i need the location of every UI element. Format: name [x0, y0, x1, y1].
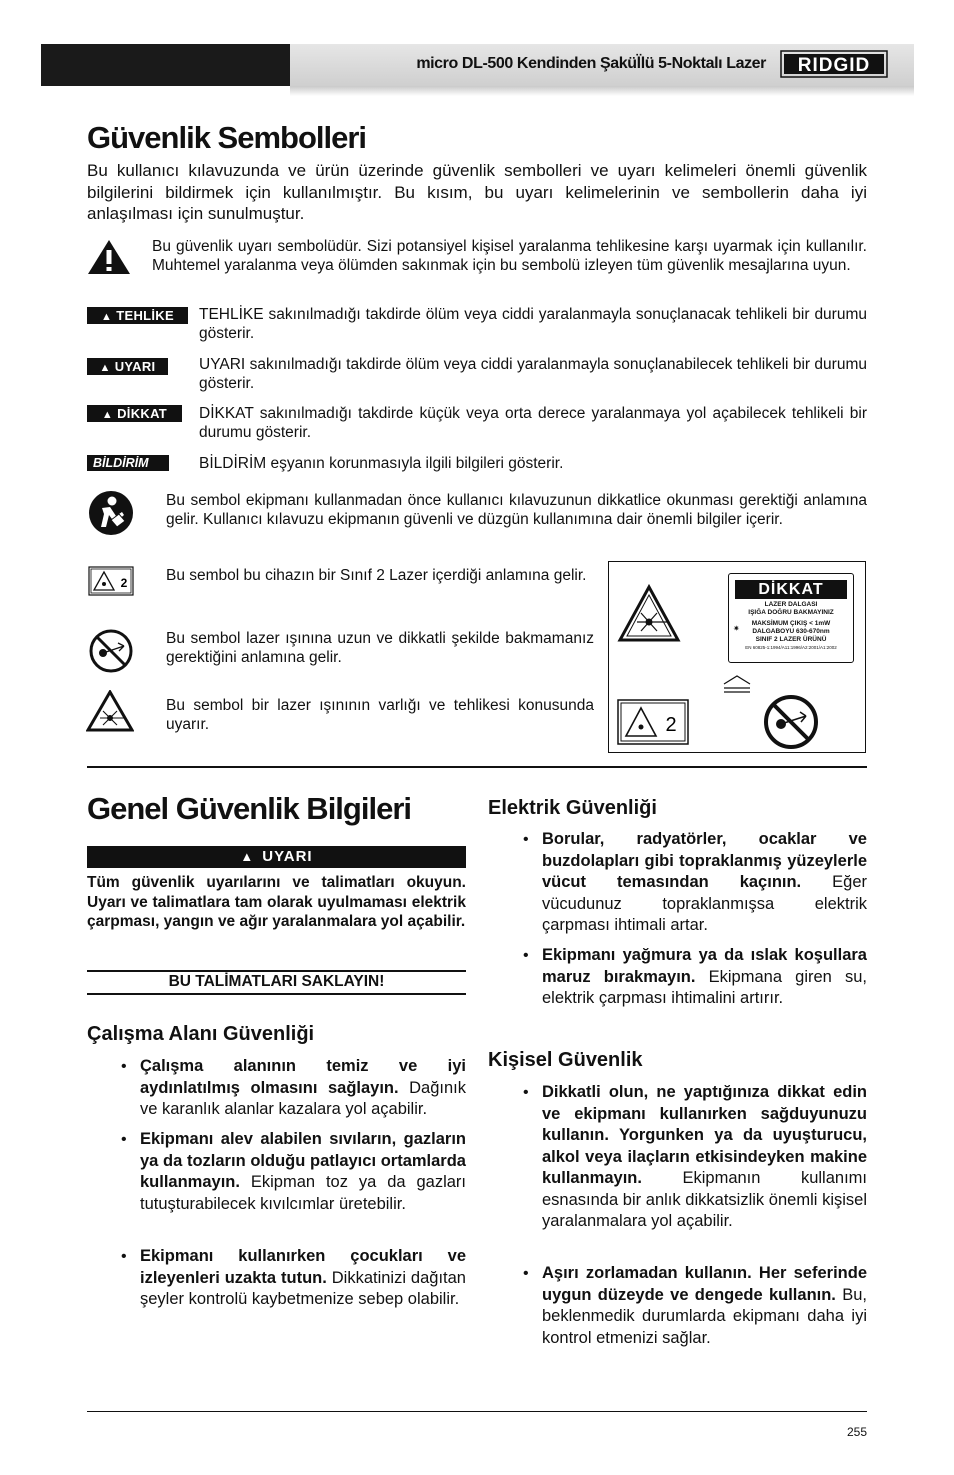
- class2-laser-icon: [88, 566, 134, 596]
- notice-signal-box: BİLDİRİM: [87, 455, 169, 471]
- warning-triangle-icon: ▲: [101, 311, 113, 323]
- alert-symbol-text: Bu güvenlik uyarı sembolüdür. Sizi potansiyel kişisel yaralanma tehlikesine karşı uyarmak için kullanılır. Muhtemel yaralanma veya ölümden sakınmak için bu sembolü izleyen tüm güvenlik mesajlarına uyun.: [152, 238, 867, 274]
- personal-item-1: Dikkatli olun, ne yaptığınıza dikkat edin ve ekipmanı kullanırken sağduyunuzu kullanın. Yorgunken ya da uyuşturucu, alkol veya ilaçların etkisindeyken makine kullanmayın. Ekipmanın kullanımı esnasında bir anlık dikkatsizlik önemli kişisel yaralanmalara yol açabilir.: [542, 1083, 867, 1230]
- bullet: •: [523, 947, 529, 964]
- bullet: •: [523, 1265, 529, 1282]
- work-area-item-3: Ekipmanı kullanırken çocukları ve izleyenleri uzakta tutun. Dikkatinizi dağıtan şeyler kontrolü kaybetmenize sebep olabilir.: [140, 1247, 466, 1308]
- no-stare-text: Bu sembol lazer ışınına uzun ve dikkatli şekilde bakmamanız gerektiğini anlamına gelir.: [166, 630, 594, 666]
- svg-text:2: 2: [120, 576, 128, 590]
- laser-beam-text: Bu sembol bir lazer ışınının varlığı ve tehlikesi konusunda uyarır.: [166, 697, 594, 733]
- section-title-general-safety: Genel Güvenlik Bilgileri: [87, 791, 411, 826]
- read-manual-icon: [88, 490, 134, 536]
- work-area-title: Çalışma Alanı Güvenliği: [87, 1023, 315, 1045]
- electrical-title: Elektrik Güvenliği: [488, 797, 657, 819]
- header-title: micro DL-500 Kendinden Şakül̈lü 5-Noktalı Lazer: [416, 55, 766, 72]
- warning-signal-box: ▲ UYARI: [87, 358, 168, 375]
- dikkat-label-line4: DALGABOYU 630-670nm: [752, 628, 830, 635]
- danger-signal-box: ▲ TEHLİKE: [87, 307, 188, 324]
- save-rule-top: [87, 970, 466, 972]
- header-shadow: [290, 86, 914, 96]
- laser-beam-warning-icon: [86, 690, 134, 732]
- work-area-item-1: Çalışma alanının temiz ve iyi aydınlatılmış olmasını sağlayın. Dağınık ve karanlık alanlar kazalara yol açabilir.: [140, 1057, 467, 1118]
- personal-safety-title: Kişisel Güvenlik: [488, 1049, 643, 1071]
- ridgid-logo: [780, 49, 888, 79]
- bullet: •: [523, 831, 529, 848]
- dikkat-label-laser-icon: ✷: [733, 624, 740, 633]
- bullet: •: [121, 1131, 127, 1148]
- label-no-stare-icon: [763, 694, 819, 750]
- work-area-item-2: Ekipmanı alev alabilen sıvıların, gazların ya da tozların olduğu patlayıcı ortamlarda kullanmayın. Ekipman toz ya da gazları tutuşturabilecek kıvılcımlar üretebilir.: [140, 1130, 466, 1213]
- caution-signal-box: ▲ DİKKAT: [87, 405, 182, 422]
- svg-text:2: 2: [665, 714, 677, 736]
- caution-text: DİKKAT sakınılmadığı takdirde küçük veya orta derece yaralanmaya yol açabilecek tehlikeli bir durumu gösterir.: [199, 405, 867, 441]
- save-instructions: BU TALİMATLARI SAKLAYIN!: [168, 973, 385, 990]
- safety-alert-icon: [86, 238, 132, 276]
- product-label-figure: [608, 561, 866, 753]
- bullet: •: [121, 1058, 127, 1075]
- logo-text: RIDGID: [797, 55, 871, 76]
- read-manual-text: Bu sembol ekipmanı kullanmadan önce kullanıcı kılavuzunun dikkatlice okunması gerektiği anlamına gelir. Kullanıcı kılavuzu ekipmanın güvenli ve düzgün kullanımına dair önemli bilgiler içerir.: [166, 492, 867, 528]
- danger-text: TEHLİKE sakınılmadığı takdirde ölüm veya ciddi yaralanmayla sonuçlanacak tehlikeli bir durumu gösterir.: [199, 306, 867, 342]
- section-divider: [87, 766, 867, 768]
- warning-text: UYARI sakınılmadığı takdirde ölüm veya ciddi yaralanmayla sonuçlanabilecek tehlikeli bir durumu gösterir.: [199, 356, 867, 392]
- dikkat-label-line6: EN 60825-1:1994/A11:1996/A2:2001/A1:2002: [745, 645, 837, 650]
- warning-triangle-icon: ▲: [240, 849, 255, 864]
- label-laser-warning-icon: [617, 584, 681, 644]
- no-stare-icon: [88, 628, 134, 674]
- dikkat-label-line5: SINIF 2 LAZER ÜRÜNÜ: [755, 636, 827, 643]
- save-rule-bottom: [87, 993, 466, 995]
- warning-text: Tüm güvenlik uyarılarını ve talimatları okuyun. Uyarı ve talimatlara tam olarak uyulmaması elektrik çarpması, yangın ve ağır yaralanmalara yol açabilir.: [87, 874, 466, 930]
- notice-text: BİLDİRİM eşyanın korunmasıyla ilgili bilgileri gösterir.: [199, 455, 564, 472]
- dikkat-label-line3: MAKSİMUM ÇIKIŞ < 1mW: [751, 620, 831, 627]
- electrical-item-2: Ekipmanı yağmura ya da ıslak koşullara maruz bırakmayın. Ekipmana giren su, elektrik çarpması ihtimalini artırır.: [542, 946, 868, 1007]
- dikkat-label-line2: IŞIĞA DOĞRU BAKMAYINIZ: [748, 609, 834, 616]
- dikkat-label-line1: LAZER DALGASI: [764, 601, 818, 608]
- aperture-icon: [721, 672, 753, 696]
- dikkat-label-header: DİKKAT: [735, 580, 847, 599]
- page-number: 255: [846, 1425, 867, 1439]
- bullet: •: [523, 1084, 529, 1101]
- dikkat-label: [728, 573, 854, 663]
- footer-rule: [87, 1411, 867, 1412]
- warning-banner: ▲ UYARI: [87, 846, 466, 868]
- bullet: •: [121, 1248, 127, 1265]
- warning-triangle-icon: ▲: [101, 409, 114, 421]
- electrical-item-1: Borular, radyatörler, ocaklar ve buzdolapları gibi topraklanmış yüzeylerle vücut temasından kaçının. Eğer vücudunuz topraklanmışsa elektrik çarpması ihtimali artar.: [542, 830, 867, 934]
- section-title-safety-symbols: Güvenlik Sembolleri: [87, 120, 367, 155]
- header-black-bar: [41, 44, 290, 86]
- class2-laser-text: Bu sembol bu cihazın bir Sınıf 2 Lazer içerdiği anlamına gelir.: [166, 567, 587, 584]
- personal-item-2: Aşırı zorlamadan kullanın. Her seferinde uygun düzeyde ve dengede kullanın. Bu, beklenmedik durumlarda ekipmanı daha iyi kontrol etmenizi sağlar.: [542, 1264, 867, 1347]
- warning-triangle-icon: ▲: [99, 362, 111, 374]
- label-class2-icon: [617, 699, 689, 745]
- intro-paragraph: Bu kullanıcı kılavuzunda ve ürün üzerinde güvenlik sembolleri ve uyarı kelimeleri önemli güvenlik bilgilerini bildirmek için kullanılmıştır. Bu kısım, bu uyarı kelimelerinin ve sembollerin daha iyi anlaşılması için sunulmuştur.: [87, 161, 867, 223]
